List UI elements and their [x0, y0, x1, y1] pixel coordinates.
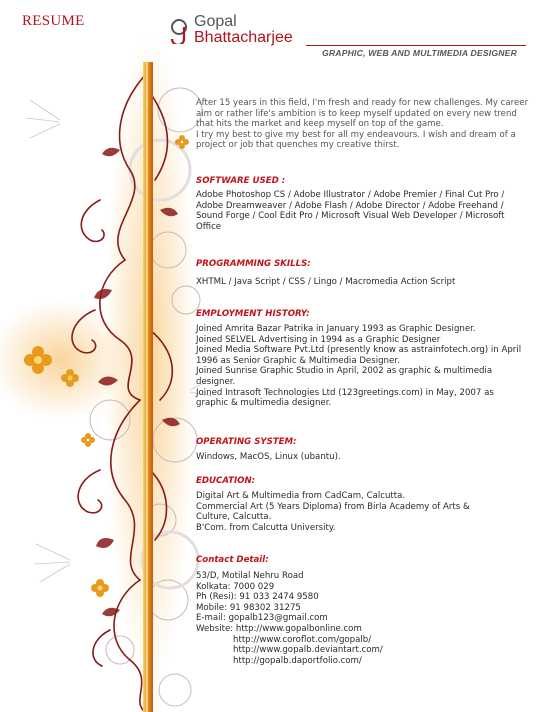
resume-label: RESUME [22, 13, 85, 29]
last-name: Bhattacharjee [194, 29, 293, 46]
software-line: Office [196, 221, 222, 232]
website-link[interactable]: http://gopalb.daportfolio.com/ [233, 655, 362, 666]
monogram-logo-icon [170, 18, 190, 44]
education-line: Commercial Art (5 Years Diploma) from Birla Academy of Arts & [196, 501, 470, 512]
employment-line: Joined Amrita Bazar Patrika in January 1993 as Graphic Designer. [196, 324, 476, 334]
intro-line: project or job that quenches my creative thirst. [196, 140, 400, 151]
software-list [196, 190, 532, 232]
job-tagline: GRAPHIC, WEB AND MULTIMEDIA DESIGNER [322, 48, 517, 58]
address-line: 53/D, Motilal Nehru Road [196, 571, 304, 581]
website-link[interactable]: Website: http://www.gopalbonline.com [196, 623, 362, 634]
os-list [196, 452, 532, 463]
intro-line: After 15 years in this field, I'm fresh and ready for new challenges. My career [196, 98, 529, 108]
software-line: Adobe Dreamweaver / Adobe Flash / Adobe Director / Adobe Freehand / [196, 200, 504, 211]
employment-line: Joined Media Software Pvt.Ltd (presently know as astrainfotech.org) in April [196, 345, 522, 356]
address-line: Kolkata: 7000 029 [196, 581, 275, 592]
contact-title: Contact Detail: [196, 555, 269, 565]
phone-number: Ph (Resi): 91 033 2474 9580 [196, 592, 319, 603]
email-address[interactable]: E-mail: gopalb123@gmail.com [196, 613, 328, 624]
website-link[interactable]: http://www.gopalb.deviantart.com/ [233, 645, 383, 656]
programming-title: PROGRAMMING SKILLS: [196, 259, 311, 269]
employment-title: EMPLOYMENT HISTORY: [196, 309, 310, 319]
os-line: Windows, MacOS, Linux (ubantu). [196, 452, 341, 462]
employment-list [196, 324, 532, 409]
intro-line: that hits the market and keep myself on top of the game. [196, 119, 444, 130]
programming-list [196, 277, 532, 288]
employment-line: Joined SELVEL Advertising in 1994 as a Graphic Designer [196, 334, 441, 345]
software-line: Adobe Photoshop CS / Adobe Illustrator / Adobe Premier / Final Cut Pro / [196, 190, 505, 200]
employment-line: Joined Intrasoft Technologies Ltd (123greetings.com) in May, 2007 as [196, 387, 494, 398]
first-name: Gopal [194, 13, 237, 30]
employment-line: Joined Sunrise Graphic Studio in April, 2002 as graphic & multimedia [196, 366, 493, 377]
employment-line: 1996 as Senior Graphic & Multimedia Designer. [196, 355, 400, 366]
programming-line: XHTML / Java Script / CSS / Lingo / Macromedia Action Script [196, 277, 456, 287]
employment-line: designer. [196, 376, 236, 387]
education-list [196, 491, 532, 533]
mobile-number: Mobile: 91 98302 31275 [196, 602, 301, 613]
intro-line: I try my best to give my best for all my endeavours. I wish and dream of a [196, 129, 516, 140]
education-line: Culture, Calcutta. [196, 512, 272, 523]
website-link[interactable]: http://www.coroflot.com/gopalb/ [233, 634, 372, 645]
education-title: EDUCATION: [196, 476, 256, 486]
intro-paragraph [196, 98, 528, 151]
intro-line: aim or rather life's ambition is to keep myself updated on every new trend [196, 108, 517, 119]
software-title: SOFTWARE USED : [196, 176, 286, 186]
name-underline [306, 45, 526, 46]
contact-details [196, 571, 532, 666]
software-line: Sound Forge / Cool Edit Pro / Microsoft Visual Web Developer / Microsoft [196, 211, 505, 222]
education-line: B'Com. from Calcutta University. [196, 522, 336, 533]
os-title: OPERATING SYSTEM: [196, 437, 297, 447]
education-line: Digital Art & Multimedia from CadCam, Calcutta. [196, 491, 406, 501]
employment-line: graphic & multimedia designer. [196, 398, 332, 409]
